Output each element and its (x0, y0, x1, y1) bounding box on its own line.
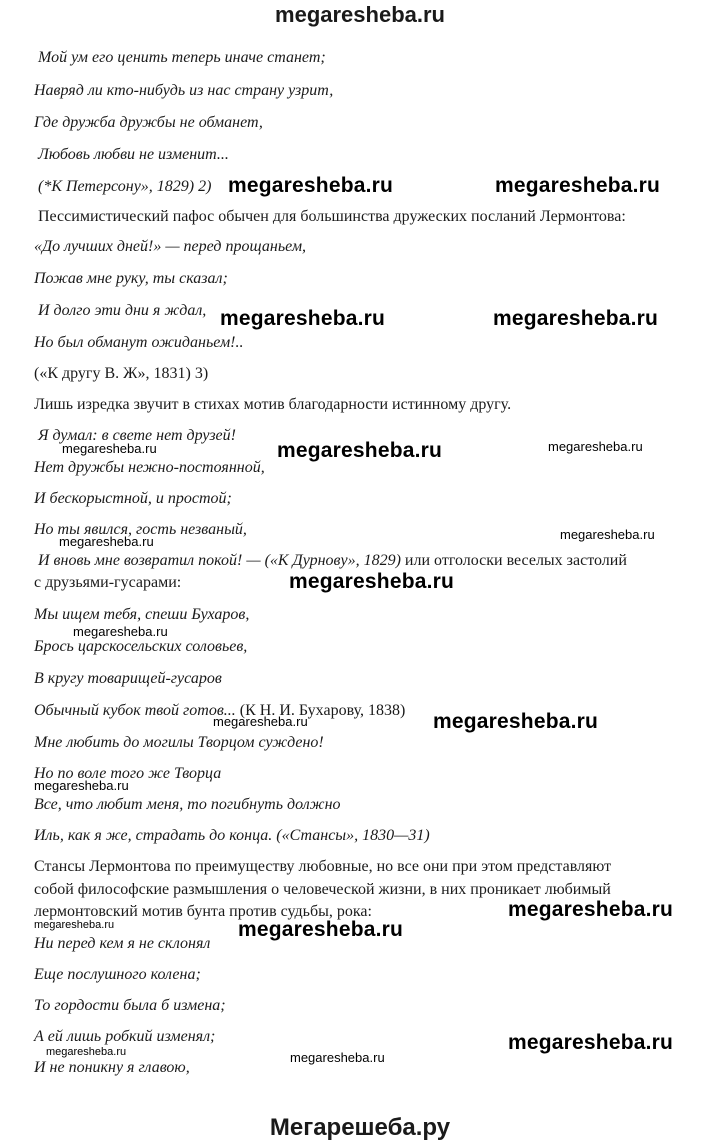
verse-line: Но по воле того же Творца (34, 765, 222, 782)
watermark: megaresheba.ru (277, 439, 443, 462)
verse-line: Еще послушного колена; (34, 966, 201, 983)
paragraph-text: или отголоски веселых застолий (400, 552, 627, 569)
watermark: megaresheba.ru (59, 534, 154, 549)
verse-line: В кругу товарищей-гусаров (34, 670, 222, 687)
verse-line: Но ты явился, гость незваный, (34, 521, 247, 538)
citation-line: («К другу В. Ж», 1831) 3) (34, 365, 209, 382)
watermark: megaresheba.ru (433, 710, 599, 733)
verse-line: Ни перед кем я не склонял (34, 935, 211, 952)
watermark: megaresheba.ru (46, 1046, 127, 1058)
verse-line: Мы ищем тебя, спеши Бухаров, (34, 606, 250, 623)
paragraph-line: Стансы Лермонтова по преимуществу любовные, но все они при этом представляют (34, 858, 612, 875)
paragraph-line: Пессимистический пафос обычен для большинства дружеских посланий Лермонтова: (38, 208, 626, 225)
watermark: megaresheba.ru (34, 919, 115, 931)
paragraph-line: лермонтовский мотив бунта против судьбы, рока: (34, 903, 372, 920)
watermark: megaresheba.ru (62, 441, 157, 456)
verse-citation: (К Н. И. Бухарову, 1838) (235, 702, 406, 719)
watermark: megaresheba.ru (34, 778, 129, 793)
verse-line: Пожав мне руку, ты сказал; (34, 270, 228, 287)
watermark: megaresheba.ru (220, 307, 386, 330)
watermark: megaresheba.ru (493, 307, 659, 330)
watermark: megaresheba.ru (289, 570, 455, 593)
paragraph-line (38, 551, 627, 571)
watermark: megaresheba.ru (508, 898, 674, 921)
watermark: megaresheba.ru (238, 918, 404, 941)
verse-line: То гордости была б измена; (34, 997, 226, 1014)
watermark: megaresheba.ru (495, 174, 661, 197)
verse-line: И бескорыстной, и простой; (34, 490, 232, 507)
watermark: megaresheba.ru (560, 527, 655, 542)
verse-line: Мне любить до могилы Творцом суждено! (34, 734, 324, 751)
verse-line: «До лучших дней!» — перед прощаньем, (34, 238, 307, 255)
watermark: megaresheba.ru (73, 624, 168, 639)
watermark: megaresheba.ru (508, 1031, 674, 1054)
verse-line: Навряд ли кто-нибудь из нас страну узрит, (34, 82, 334, 99)
watermark: megaresheba.ru (290, 1050, 385, 1065)
citation-line: (*К Петерсону», 1829) 2) (38, 178, 212, 195)
watermark: megaresheba.ru (228, 174, 394, 197)
verse-line: Брось царскосельских соловьев, (34, 638, 248, 655)
verse-line: Но был обманут ожиданьем!.. (34, 334, 244, 351)
verse-line: Я думал: в свете нет друзей! (38, 427, 236, 444)
paragraph-line: собой философские размышления о человеческой жизни, в них проникает любимый (34, 881, 611, 898)
verse-line: И не поникну я главою, (34, 1059, 190, 1076)
verse-line: Все, что любит меня, то погибнуть должно (34, 796, 341, 813)
paragraph-line: Лишь изредка звучит в стихах мотив благодарности истинному другу. (34, 396, 512, 413)
verse-citation: И вновь мне возвратил покой! — («К Дурнову», 1829) (38, 552, 401, 569)
footer-site-title: Мегарешеба.ру (269, 1114, 451, 1141)
verse-line: Где дружба дружбы не обманет, (34, 114, 263, 131)
verse-line: Нет дружбы нежно-постоянной, (34, 459, 265, 476)
watermark: megaresheba.ru (548, 439, 643, 454)
verse-line: Иль, как я же, страдать до конца. («Стансы», 1830—31) (34, 827, 430, 844)
watermark: megaresheba.ru (213, 714, 308, 729)
verse-text: Обычный кубок твой готов... (34, 702, 236, 719)
paragraph-line: с друзьями-гусарами: (34, 574, 182, 591)
verse-line: Любовь любви не изменит... (38, 146, 229, 163)
header-site-title: megaresheba.ru (275, 2, 445, 27)
verse-line: И долго эти дни я ждал, (38, 302, 207, 319)
verse-line: Мой ум его ценить теперь иначе станет; (38, 49, 326, 66)
verse-line: А ей лишь робкий изменял; (34, 1028, 216, 1045)
